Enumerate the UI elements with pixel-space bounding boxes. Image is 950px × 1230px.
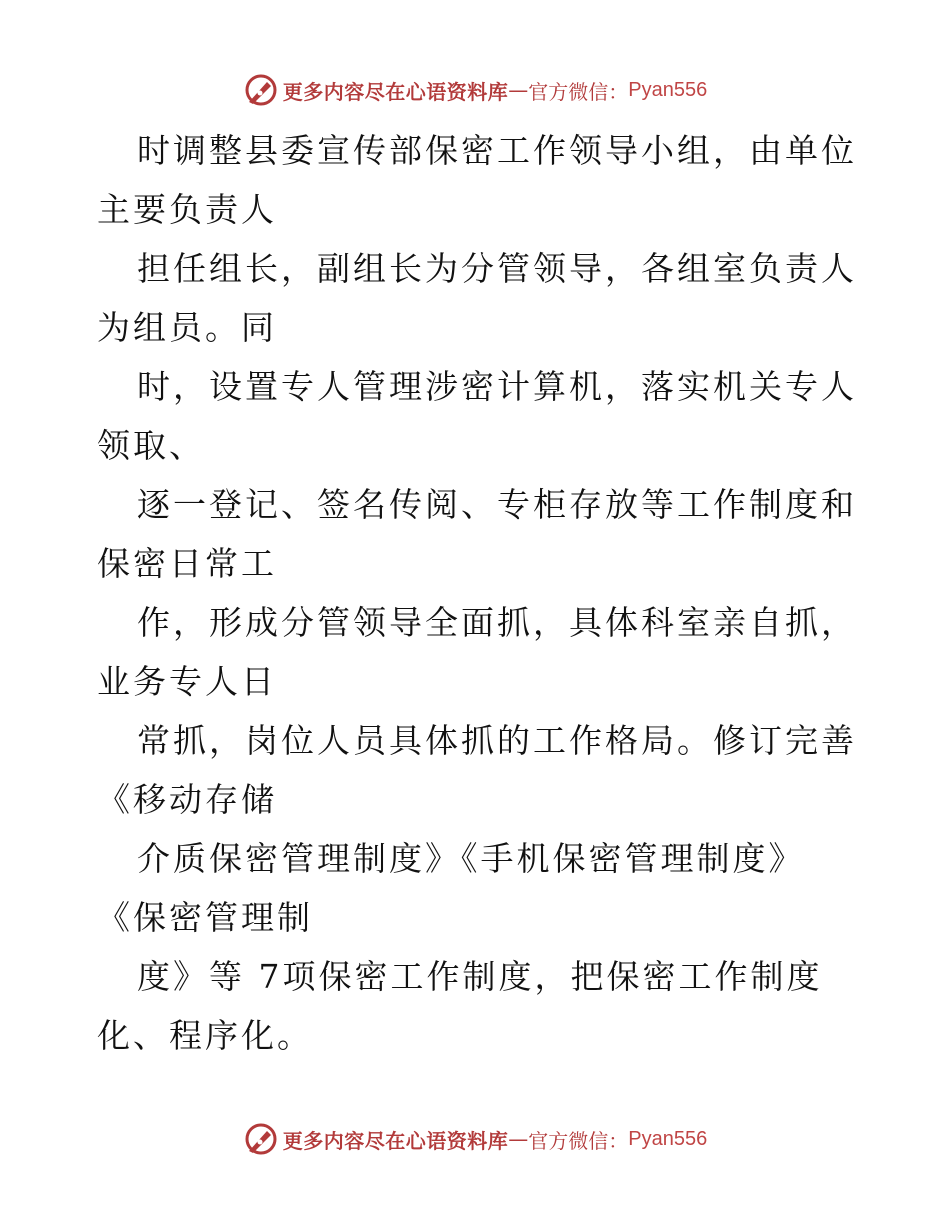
footer-banner: [0, 1117, 950, 1161]
paragraph: 时调整县委宣传部保密工作领导小组，由单位主要负责人: [97, 131, 857, 229]
paragraph: 逐一登记、签名传阅、专柜存放等工作制度和保密日常工: [97, 485, 857, 583]
header-wechat-id: Pyan556: [628, 78, 708, 101]
paragraph: 介质保密管理制度》《手机保密管理制度》《保密管理制: [97, 839, 805, 937]
header-dash: —: [508, 78, 529, 102]
pen-nib-circle-icon: [243, 1121, 279, 1157]
footer-brand-text: 更多内容尽在心语资料库: [282, 1128, 509, 1153]
header-banner: [0, 68, 950, 112]
footer-wechat-label: 官方微信：: [528, 1128, 629, 1153]
pen-nib-circle-icon: [243, 72, 279, 108]
paragraph: 常抓，岗位人员具体抓的工作格局。修订完善《移动存储: [97, 721, 857, 819]
paragraph: 度》等 7项保密工作制度，把保密工作制度化、程序化。: [97, 957, 823, 1055]
document-body: [97, 121, 857, 1065]
footer-wechat-id: Pyan556: [628, 1127, 708, 1150]
paragraph: 担任组长，副组长为分管领导，各组室负责人为组员。同: [97, 249, 857, 347]
header-wechat-label: 官方微信：: [528, 79, 629, 104]
header-brand-text: 更多内容尽在心语资料库: [282, 79, 509, 104]
paragraph: 作，形成分管领导全面抓，具体科室亲自抓，业务专人日: [97, 603, 857, 701]
footer-dash: —: [508, 1127, 529, 1151]
paragraph: 时，设置专人管理涉密计算机，落实机关专人领取、: [97, 367, 857, 465]
